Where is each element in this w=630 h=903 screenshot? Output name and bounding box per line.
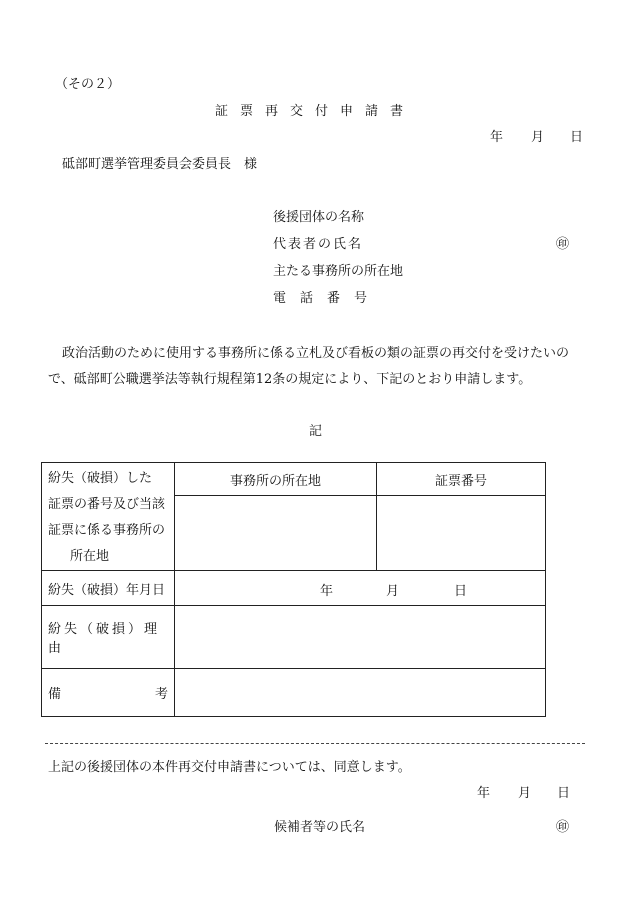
lost-cert-label-cell <box>42 463 175 571</box>
ki-heading: 記 <box>309 424 323 439</box>
lost-date-field[interactable] <box>175 571 546 606</box>
dashed-divider <box>45 743 585 744</box>
body-line-2: で、砥部町公職選挙法等執行規程第12条の規定により、下記のとおり申請します。 <box>48 372 532 387</box>
lost-date-year: 年 <box>320 584 334 599</box>
col-office-address: 事務所の所在地 <box>175 463 377 496</box>
office-address-label: 主たる事務所の所在地 <box>273 264 404 279</box>
part-label: （その２） <box>55 77 121 92</box>
date-month: 月 <box>531 130 545 145</box>
org-name-label: 後援団体の名称 <box>273 210 365 225</box>
remarks-label-a: 備 <box>48 687 62 702</box>
office-address-field[interactable] <box>175 496 377 571</box>
candidate-seal-icon: ㊞ <box>556 820 570 835</box>
lost-date-month: 月 <box>386 584 400 599</box>
date-year: 年 <box>490 130 504 145</box>
col-certificate-no: 証票番号 <box>377 463 546 496</box>
lost-date-day: 日 <box>454 584 468 599</box>
lost-reason-field[interactable] <box>175 606 546 669</box>
seal-icon: ㊞ <box>556 237 570 252</box>
lost-date-label: 紛失（破損）年月日 <box>42 571 175 606</box>
page-title: 証票再交付申請書 <box>215 104 416 119</box>
date-day: 日 <box>570 130 584 145</box>
candidate-label: 候補者等の氏名 <box>274 820 366 835</box>
phone-label: 電話番号 <box>273 291 382 306</box>
addressee: 砥部町選挙管理委員会委員長 様 <box>62 157 258 172</box>
consent-date-day: 日 <box>557 786 571 801</box>
representative-label: 代表者の氏名 <box>273 237 364 252</box>
consent-date-year: 年 <box>477 786 491 801</box>
remarks-field[interactable] <box>175 669 546 717</box>
lost-cert-label-line-3: 証票に係る事務所の <box>48 522 166 538</box>
lost-cert-label-line-4: 所在地 <box>70 548 110 564</box>
consent-text: 上記の後援団体の本件再交付申請書については、同意します。 <box>48 760 411 775</box>
remarks-label-cell <box>42 669 175 717</box>
lost-reason-label: 紛失（破損）理由 <box>42 606 175 669</box>
body-line-1: 政治活動のために使用する事務所に係る立札及び看板の類の証票の再交付を受けたいの <box>62 346 570 361</box>
lost-cert-label-line-1: 紛失（破損）した <box>48 470 153 486</box>
certificate-no-field[interactable] <box>377 496 546 571</box>
consent-date-month: 月 <box>518 786 532 801</box>
remarks-label-b: 考 <box>154 687 168 702</box>
application-table <box>41 462 546 717</box>
lost-cert-label-line-2: 証票の番号及び当該 <box>48 496 166 512</box>
